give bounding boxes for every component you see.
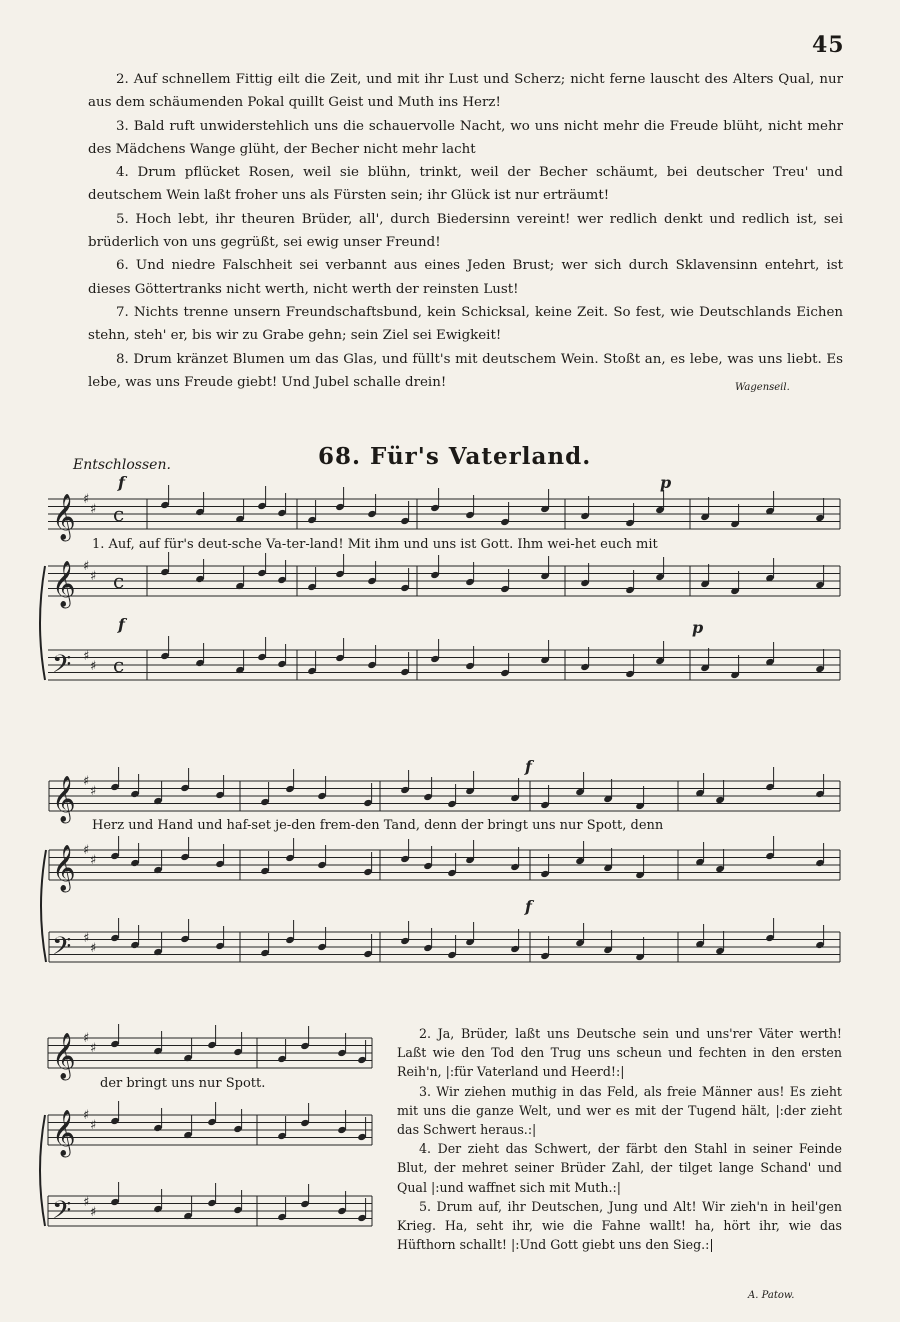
lyric-line-3: der bringt uns nur Spott. (100, 1076, 266, 1091)
key-signature (83, 559, 96, 584)
verse-8: 8. Drum kränzet Blumen um das Glas, und füllt's mit deutschem Wein. Stoßt an, es lebe, was uns liebt. Es lebe, was uns Freude giebt! Und Jubel schalle drein! (88, 351, 843, 390)
common-time-icon: c (113, 569, 125, 593)
staff-s2-2 (49, 932, 840, 962)
bottom-author: A. Patow. (748, 1290, 795, 1301)
later-verse-4: 4. Der zieht das Schwert, der färbt den Stahl in seiner Feinde Blut, der mehret seiner Brüder Zahl, der tilget lange Schand' und Qual |:und waffnet sich mit Muth.:| (397, 1141, 842, 1195)
svg-text:♯: ♯ (83, 559, 90, 574)
verse-5: 5. Hoch lebt, ihr theuren Brüder, all', durch Biedersinn vereint! wer redlich denkt und redlich ist, sei brüderlich von uns gegrüßt, sei ewig unser Freund! (88, 211, 843, 251)
bass-clef-icon: 𝄢 (52, 650, 72, 685)
notes-s3-1 (110, 1101, 367, 1141)
verse-3: 3. Bald ruft unwiderstehlich uns die schauervolle Nacht, wo uns nicht mehr die Freude blüht, nicht mehr des Mädchens Wange glüht, der Becher nicht mehr lacht (88, 118, 843, 157)
dynamic-mark: f (118, 615, 125, 634)
staff-s2-0 (49, 781, 840, 811)
verse-7: 7. Nichts trenne unsern Freundschaftsbund, kein Schicksal, keine Zeit. So fest, wie Deutschlands Eichen stehn, steh' er, bis wir zu Grabe gehn; sein Ziel sei Ewigkeit! (88, 304, 843, 344)
svg-text:♯: ♯ (83, 1195, 90, 1210)
staff-s3-1 (48, 1115, 372, 1145)
staff-s3-2 (48, 1196, 372, 1226)
later-verse-2: 2. Ja, Brüder, laßt uns Deutsche sein und uns'rer Väter werth! Laßt wie den Tod den Trug uns scheun und fechten in den ersten Reih'n, |:für Vaterland und Heerd!:| (397, 1026, 842, 1080)
svg-text:♯: ♯ (83, 774, 90, 789)
tempo-marking: Entschlossen. (73, 457, 171, 473)
key-signature (83, 931, 96, 956)
treble-clef-icon: 𝄞 (52, 561, 76, 607)
svg-text:♯: ♯ (90, 659, 97, 674)
svg-text:♯: ♯ (83, 492, 90, 507)
verse-2: 2. Auf schnellem Fittig eilt die Zeit, und mit ihr Lust und Scherz; nicht ferne lauscht des Alters Qual, nur aus dem schäumenden Pokal quillt Geist und Muth ins Herz! (88, 72, 843, 111)
key-signature (83, 843, 96, 868)
notes-s3-2 (110, 1182, 367, 1222)
later-verses (397, 1024, 842, 1254)
dynamic-mark: p (692, 618, 704, 637)
treble-clef-icon: 𝄞 (52, 1033, 76, 1079)
svg-text:♯: ♯ (90, 569, 97, 584)
later-verse-3: 3. Wir ziehen muthig in das Feld, als freie Männer aus! Es zieht mit uns die ganze Welt, und wer es mit der Tugend hält, |:der zieht das Schwert heraus.:| (397, 1083, 842, 1138)
key-signature (83, 1108, 96, 1133)
system-brace (40, 566, 45, 680)
bass-clef-icon: 𝄢 (52, 932, 72, 967)
staff-s3-0 (48, 1038, 372, 1068)
common-time-icon: c (113, 502, 125, 526)
treble-clef-icon: 𝄞 (52, 845, 76, 891)
system-brace (40, 1115, 45, 1226)
dynamic-mark: p (660, 473, 672, 492)
later-verse-5: 5. Drum auf, ihr Deutschen, Jung und Alt! Wir zieh'n in heil'gen Krieg. Ha, seht ihr, wie die Fahne wallt! ha, hört ihr, wie das Hüfthorn schallt! |:Und Gott giebt uns den Sieg.:| (397, 1198, 842, 1253)
lyric-line-2: Herz und Hand und haf-set je-den frem-den Tand, denn der bringt uns nur Spott, denn (92, 818, 664, 833)
verse-6: 6. Und niedre Falschheit sei verbannt aus eines Jeden Brust; wer sich durch Sklavensinn entehrt, ist dieses Göttertranks nicht werth, nicht werth der reinsten Lust! (88, 258, 843, 297)
treble-clef-icon: 𝄞 (52, 1110, 76, 1156)
svg-text:♯: ♯ (90, 1118, 97, 1133)
dynamic-mark: f (118, 473, 125, 492)
svg-text:♯: ♯ (90, 1205, 97, 1220)
staff-s2-1 (49, 850, 840, 880)
system-brace (41, 850, 46, 962)
svg-text:♯: ♯ (90, 1041, 97, 1056)
page-number: 45 (812, 32, 845, 58)
dynamic-mark: f (525, 757, 532, 776)
key-signature (83, 774, 96, 799)
key-signature (83, 649, 96, 674)
svg-text:♯: ♯ (83, 1108, 90, 1123)
top-author: Wagenseil. (735, 382, 790, 393)
svg-text:♯: ♯ (90, 502, 97, 517)
verse-4: 4. Drum pflücket Rosen, weil sie blühn, trinkt, weil der Becher schäumt, bei deutscher Treu' und deutschem Wein laßt froher uns als Fürsten sein; ihr Glück ist nur erträumt! (88, 165, 843, 204)
svg-text:♯: ♯ (83, 1031, 90, 1046)
svg-text:♯: ♯ (83, 649, 90, 664)
treble-clef-icon: 𝄞 (52, 776, 76, 822)
bass-clef-icon: 𝄢 (52, 1196, 72, 1231)
key-signature (83, 1195, 96, 1220)
notes-s3-0 (110, 1024, 367, 1064)
svg-text:♯: ♯ (83, 843, 90, 858)
common-time-icon: c (113, 653, 125, 677)
key-signature (83, 492, 96, 517)
key-signature (83, 1031, 96, 1056)
treble-clef-icon: 𝄞 (52, 494, 76, 540)
svg-text:♯: ♯ (83, 931, 90, 946)
svg-text:♯: ♯ (90, 853, 97, 868)
svg-text:♯: ♯ (90, 784, 97, 799)
dynamic-mark: f (525, 897, 532, 916)
lyric-line-1: 1. Auf, auf für's deut-sche Va-ter-land! Mit ihm und uns ist Gott. Ihm wei-het euch mit (92, 537, 658, 552)
svg-text:♯: ♯ (90, 941, 97, 956)
song-title: 68. Für's Vaterland. (318, 443, 592, 470)
